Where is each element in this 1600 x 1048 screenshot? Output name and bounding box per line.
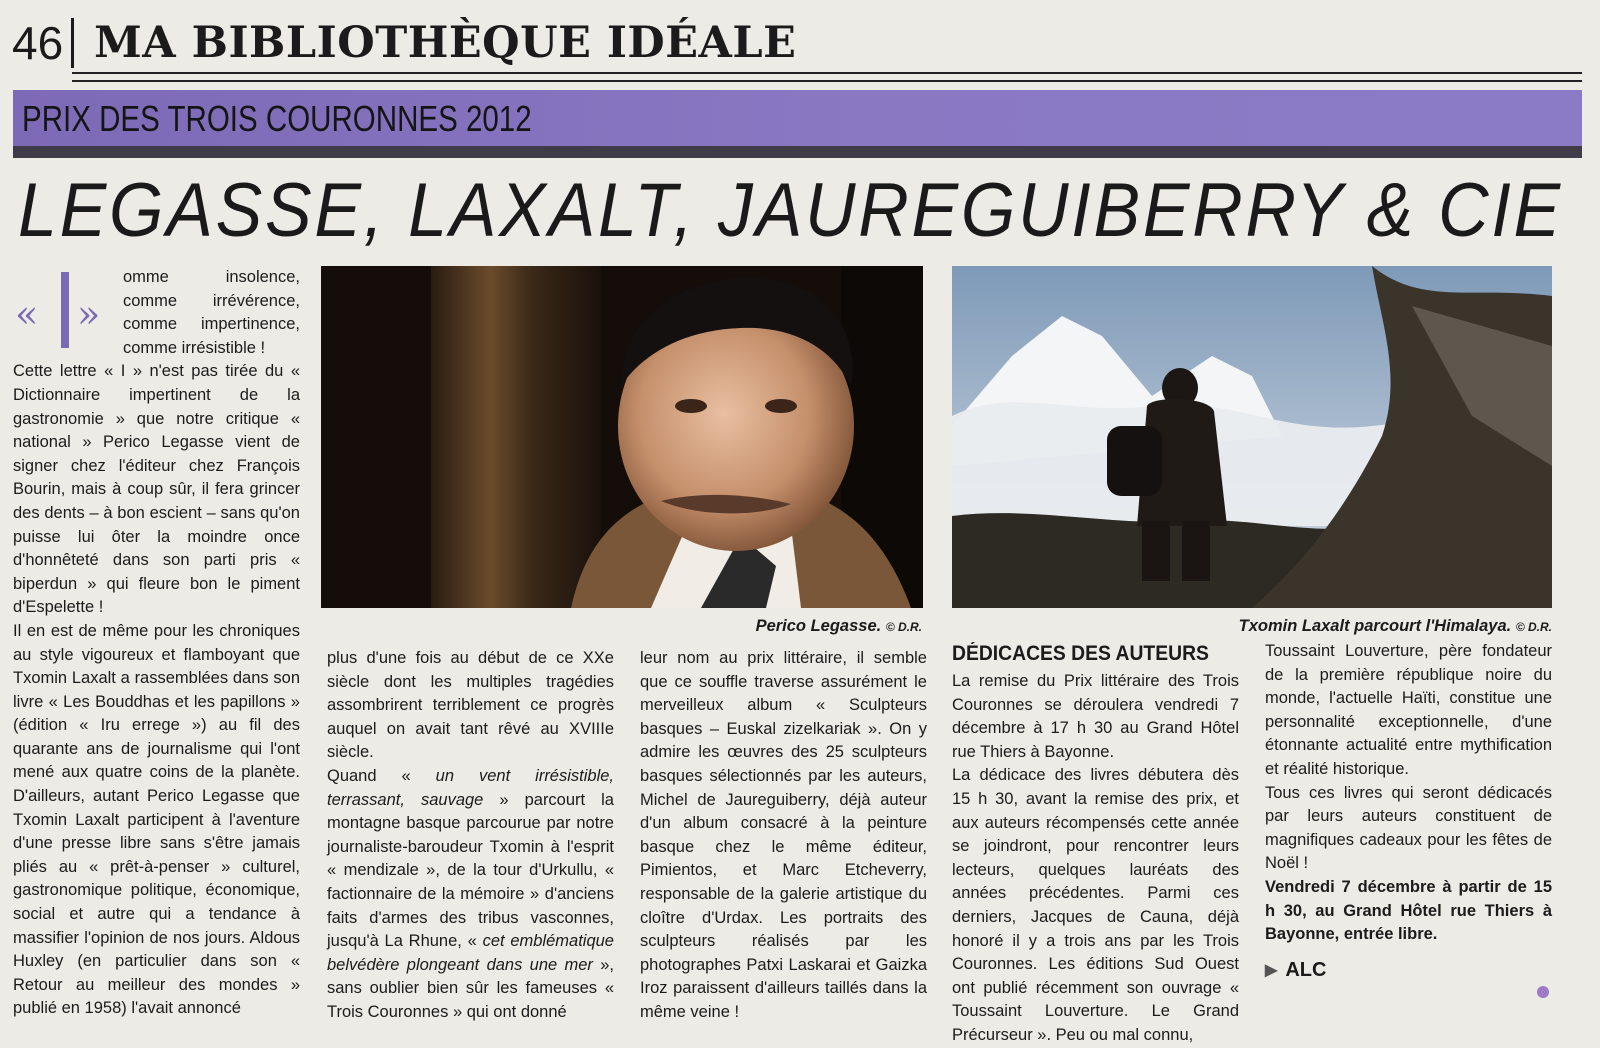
caption-text: Txomin Laxalt parcourt l'Himalaya. xyxy=(1238,617,1512,635)
quote-italic: cet emblématique belvédère plongeant dans une mer xyxy=(327,932,614,974)
caption-text: Perico Legasse. xyxy=(755,617,882,635)
paragraph: Il en est de même pour les chroniques au style vigoureux et flamboyant que Txomin Laxalt a rassemblées dans son livre « Les Bouddhas et les papillons » (édition « Iru errege ») au fil des quarante ans de journalisme qui l'ont mené aux quatre coins de la planète. D'ailleurs, autant Perico Legasse que Txomin Laxalt participent à l'aventure d'une presse libre sans s'être jamais pliés au « prêt-à-penser » culturel, gastronomique politique, économique, social et autre qui a tendance à massifier l'opinion de nos jours. Aldous Huxley (en particulier dans son « Retour au meilleur des mondes » publié en 1958) l'avait annoncé xyxy=(13,621,300,1018)
arrow-icon: ▶ xyxy=(1265,961,1278,979)
paragraph: Toussaint Louverture, père fondateur de la première république noire du monde, l'actuelle Haïti, constitue une personnalité exceptionnelle, d'une étonnante actualité entre mythification et réalité historique. xyxy=(1265,642,1552,778)
paragraph: Cette lettre « I » n'est pas tirée du « Dictionnaire impertinent de la gastronomie » que notre critique « national » Perico Legasse vient de signer chez l'éditeur chez François Bourin, mais à coup sûr, il fera grincer des dents – à bon escient – sans qu'on puisse lui ôter la moindre once d'honnêteté dans son parti pris « biperdun » qui fleure bon le piment d'Espelette ! xyxy=(13,362,300,617)
drop-cap-letter-I xyxy=(61,272,69,348)
drop-cap xyxy=(13,266,119,352)
section-band-shadow xyxy=(13,146,1582,158)
portrait-illustration xyxy=(321,266,923,608)
paragraph: La dédicace des livres débutera dès 15 h 30, avant la remise des prix, et aux auteurs récompensés cette année se joindront, pour rencontrer leurs lecteurs, quelques lauréats des années précédentes. Parmi ces derniers, Jacques de Cauna, déjà honoré il y a trois ans par les Trois Couronnes. Les éditions Sud Ouest ont publié récemment son ouvrage « Toussaint Louverture. Le Grand Précurseur ». Peu ou mal connu, xyxy=(952,766,1239,1044)
article-column-2 xyxy=(327,647,614,1025)
photo-caption-2 xyxy=(1239,616,1552,637)
sidebar-heading: DÉDICACES DES AUTEURS xyxy=(952,642,1209,665)
paragraph: Tous ces livres qui seront dédicacés par leurs auteurs constituent de magnifiques cadeaux pour les fêtes de Noël ! xyxy=(1265,783,1552,873)
text-run: Quand « xyxy=(327,766,436,785)
event-info: Vendredi 7 décembre à partir de 15 h 30, au Grand Hôtel rue Thiers à Bayonne, entrée libre. xyxy=(1265,877,1552,944)
photo-perico-legasse xyxy=(321,266,923,608)
photo-credit: © D.R. xyxy=(1515,620,1552,634)
page-header xyxy=(12,10,796,68)
author-signature xyxy=(1265,959,1552,983)
text-run: », sans oublier bien sûr les fameuses « Trois Couronnes » qui ont donné xyxy=(327,955,614,1021)
photo-himalaya xyxy=(952,266,1552,608)
header-rule xyxy=(72,72,1582,82)
article-column-1 xyxy=(13,266,300,1021)
page-number: 46 xyxy=(12,18,74,68)
paragraph xyxy=(327,765,614,1025)
signature-text: ALC xyxy=(1285,958,1327,981)
article-headline: LEGASSE, LAXALT, JAUREGUIBERRY & CIE xyxy=(18,168,1563,253)
article-column-3 xyxy=(640,647,927,1025)
paragraph: La remise du Prix littéraire des Trois Couronnes se déroulera vendredi 7 décembre à 17 h 30 au Grand Hôtel rue Thiers à Bayonne. xyxy=(952,672,1239,761)
close-quote-mark: » xyxy=(77,292,101,336)
photo-caption-1 xyxy=(756,616,922,637)
text-run: » parcourt la montagne basque parcourue par notre journaliste-baroudeur Txomin à l'esprit « mendizale », de la tour d'Urkullu, « factionnaire de la mémoire » d'anciens faits d'armes des tribus vasconnes, jusqu'à La Rhune, « xyxy=(327,790,614,951)
landscape-illustration xyxy=(952,266,1552,608)
quote-italic: un vent irrésistible, terrassant, sauvage xyxy=(327,766,615,809)
section-band-label: PRIX DES TROIS COURONNES 2012 xyxy=(22,98,532,139)
intro-text: omme insolence, comme irrévérence, comme impertinence, comme irrésistible ! xyxy=(123,268,300,357)
article-column-5 xyxy=(1265,640,1552,982)
paragraph: leur nom au prix littéraire, il semble que ce souffle traverse assurément le merveilleux album « Sculpteurs basques – Euskal zizelkariak ». On y admire les œuvres des 25 sculpteurs basques sélectionnés par les auteurs, Michel de Jaureguiberry, déjà auteur d'un album consacré à la peinture basque chez le même éditeur, Pimientos, et Marc Etcheverry, responsable de la galerie artistique du cloître d'Urdax. Les portraits des sculpteurs réalisés par les photographes Patxi Laskarai et Gaizka Iroz paraissent d'ailleurs taillés dans la même veine ! xyxy=(640,649,927,1021)
section-title: MA BIBLIOTHÈQUE IDÉALE xyxy=(94,18,797,68)
paragraph: plus d'une fois au début de ce XXe siècle dont les multiples tragédies assombrirent terriblement ce progrès auquel on avait tant rêvé au XVIIIe siècle. xyxy=(327,649,614,762)
article-column-4 xyxy=(952,640,1239,1048)
open-quote-mark: « xyxy=(15,292,39,336)
photo-credit: © D.R. xyxy=(885,620,922,634)
end-bullet-icon xyxy=(1537,986,1549,998)
